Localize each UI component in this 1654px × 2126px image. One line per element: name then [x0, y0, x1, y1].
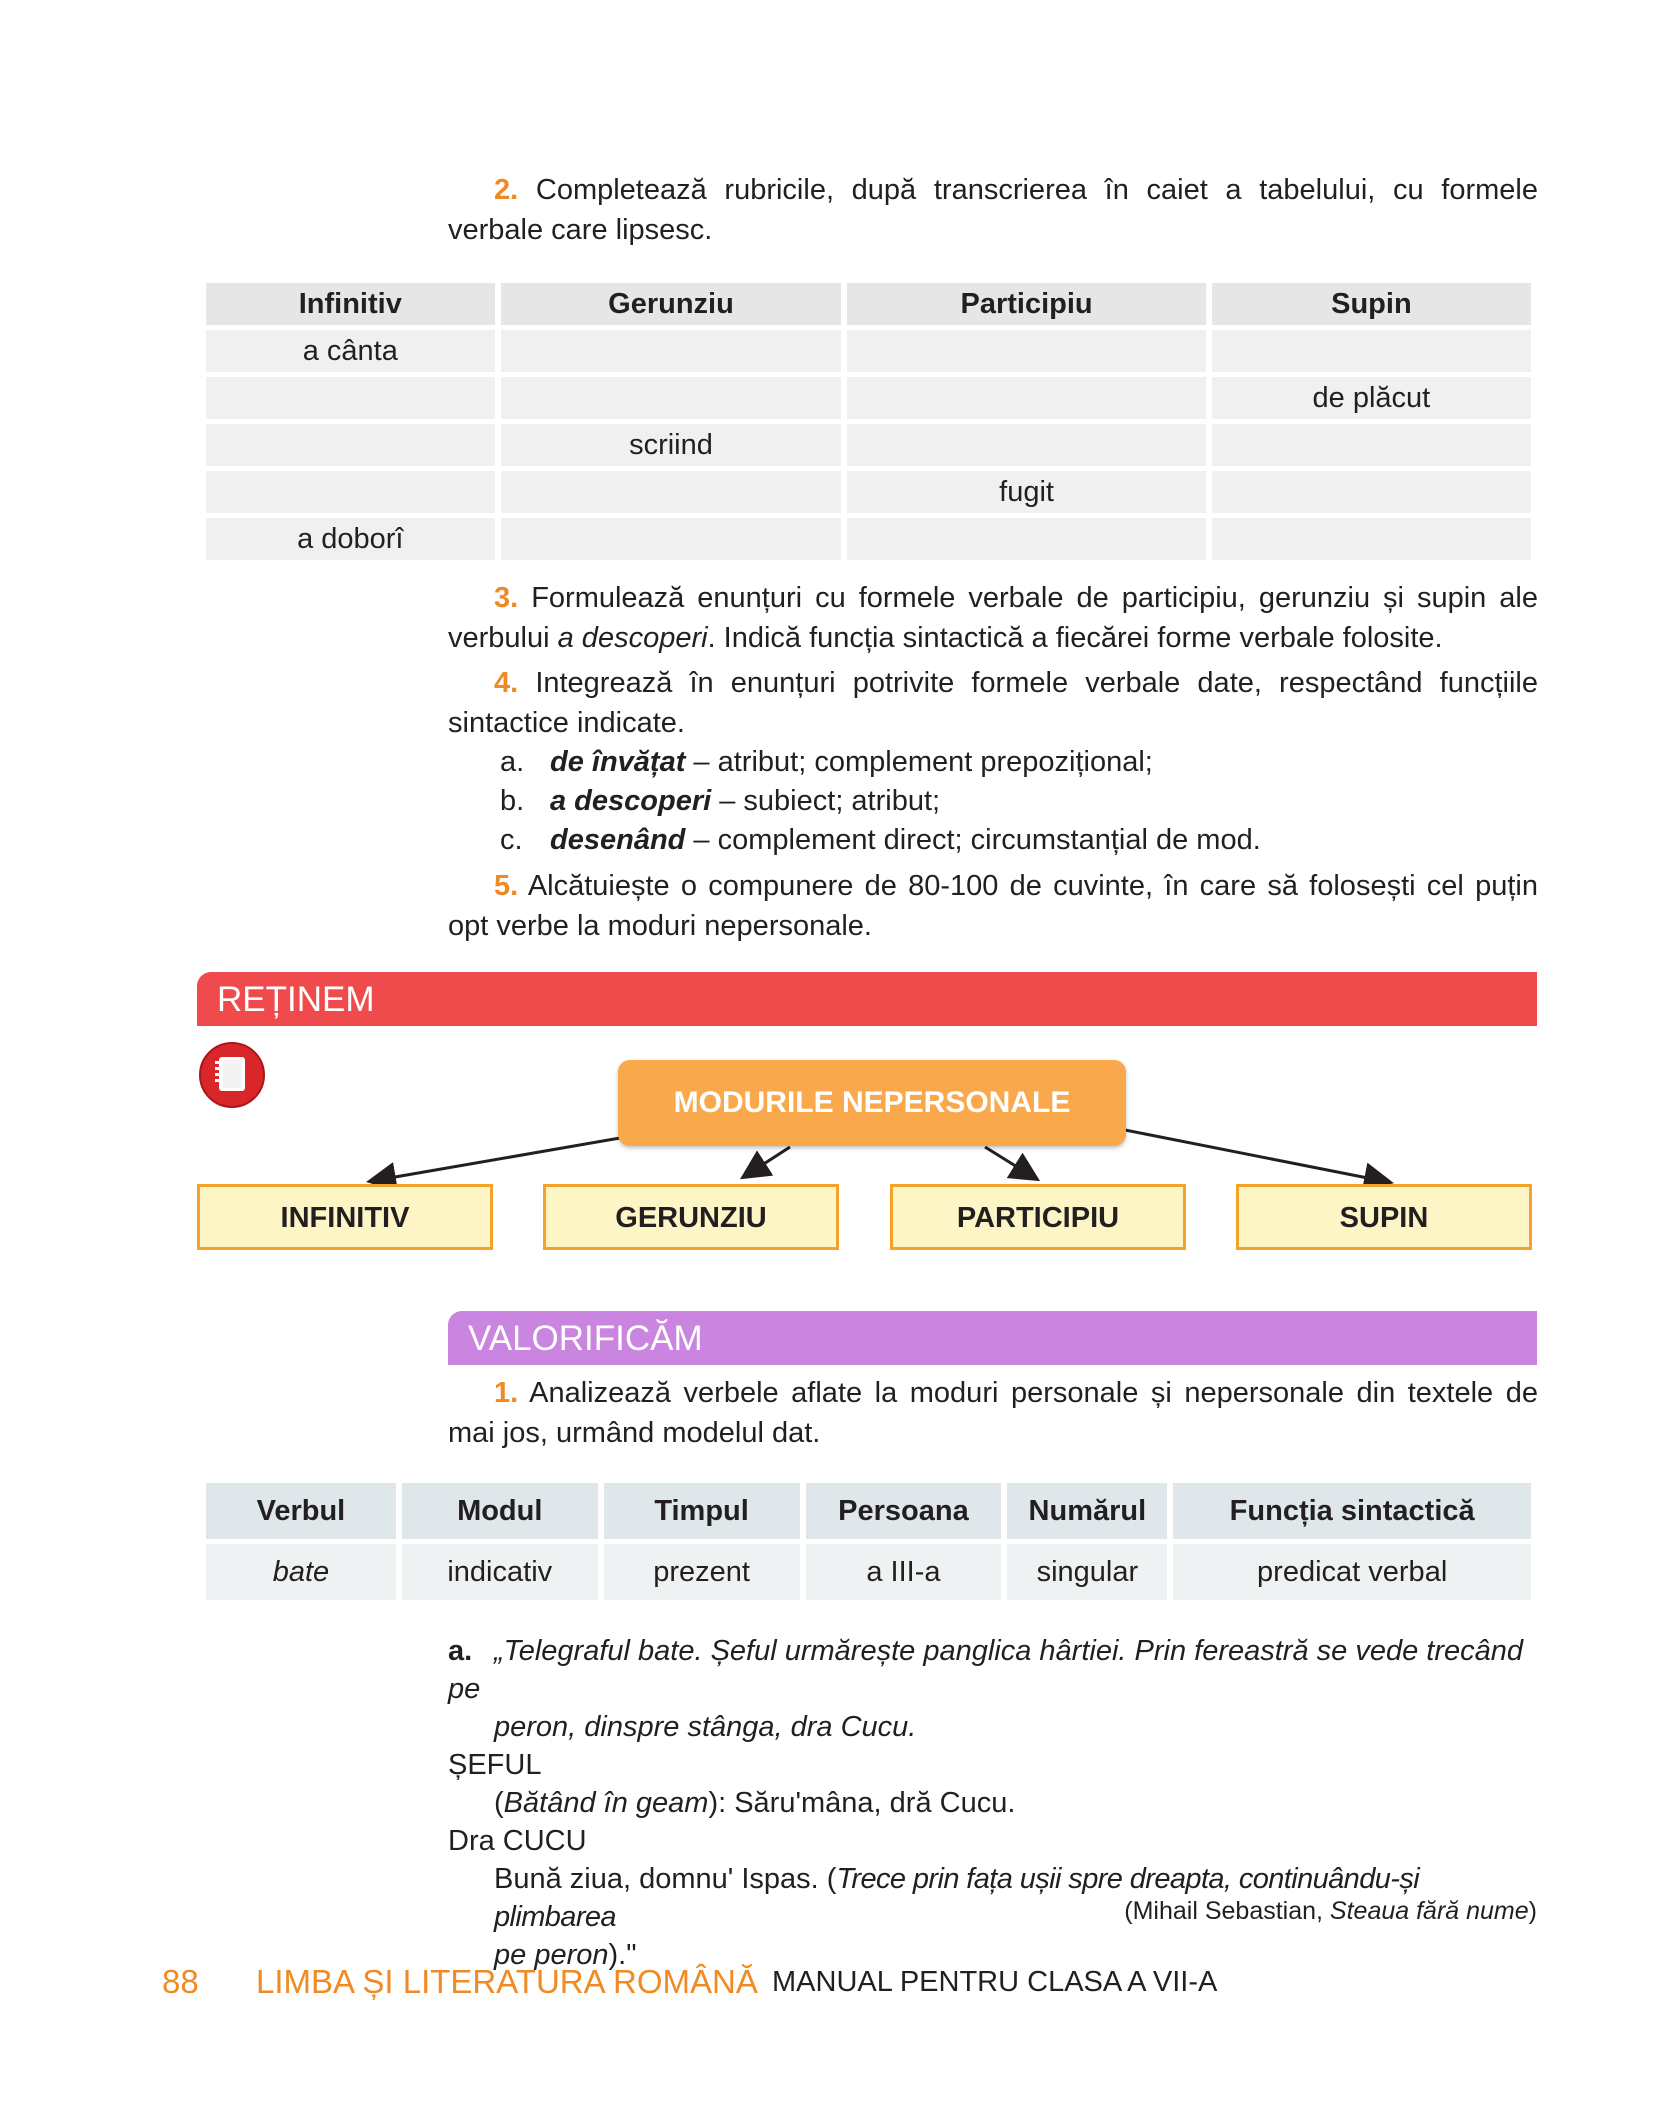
item-rest: – complement direct; circumstanțial de mod. — [685, 824, 1261, 856]
valorificam-exercise-1 — [448, 1373, 1538, 1453]
exercise-text-italic: a descoperi — [557, 622, 708, 654]
table-cell: a cânta — [206, 330, 495, 372]
item-rest: – atribut; complement prepozițional; — [685, 746, 1153, 778]
excerpt-line: peron, dinspre stânga, dra Cucu. — [494, 1711, 917, 1743]
table-cell: scriind — [501, 424, 842, 466]
speaker-name: ȘEFUL — [448, 1749, 542, 1781]
footer-subject: LIMBA ȘI LITERATURA ROMÂNĂ — [256, 1963, 758, 2000]
header-cell: Gerunziu — [501, 283, 842, 325]
header-cell: Supin — [1212, 283, 1531, 325]
excerpt-letter: a. — [448, 1635, 473, 1667]
diagram-box-supin: SUPIN — [1236, 1184, 1532, 1250]
item-letter: b. — [500, 785, 525, 817]
header-cell: Modul — [402, 1483, 598, 1539]
item-letter: c. — [500, 824, 523, 856]
exercise-number: 2. — [494, 174, 519, 206]
diagram-box-gerunziu: GERUNZIU — [543, 1184, 839, 1250]
item-verb: desenând — [550, 824, 686, 856]
header-cell: Persoana — [806, 1483, 1002, 1539]
source-text: ) — [1528, 1897, 1537, 1925]
table-cell: a III-a — [806, 1544, 1002, 1600]
table-cell: singular — [1007, 1544, 1167, 1600]
table-cell: fugit — [847, 471, 1205, 513]
exercise-number: 5. — [494, 870, 519, 902]
banner-title: VALORIFICĂM — [468, 1319, 703, 1358]
valorificam-banner — [448, 1311, 1537, 1365]
exercise-text: . Indică funcția sintactică a fiecărei forme verbale folosite. — [707, 622, 1443, 654]
source-text: (Mihail Sebastian, — [1124, 1897, 1330, 1925]
stage-direction: pe peron — [494, 1939, 609, 1971]
table-cell: predicat verbal — [1173, 1544, 1531, 1600]
source-citation — [1124, 1895, 1537, 1927]
item-verb: de învățat — [550, 746, 686, 778]
header-cell: Verbul — [206, 1483, 396, 1539]
paren: ( — [494, 1787, 504, 1819]
diagram-root-box — [618, 1060, 1126, 1146]
header-cell: Participiu — [847, 283, 1205, 325]
header-cell: Timpul — [604, 1483, 800, 1539]
exercise-text: Alcătuiește o compunere de 80-100 de cuvinte, în care să folosești cel puțin opt verbe la moduri nepersonale. — [448, 870, 1538, 942]
page-number: 88 — [162, 1963, 199, 2000]
stage-direction: Trece prin fața ușii spre dreapta, continuându-și plimbarea — [494, 1863, 1420, 1933]
speaker-name: Dra CUCU — [448, 1825, 587, 1857]
item-rest: – subiect; atribut; — [711, 785, 941, 817]
excerpt-line — [448, 1632, 1538, 1708]
exercise-number: 1. — [494, 1377, 519, 1409]
table-cell: prezent — [604, 1544, 800, 1600]
dialogue: )." — [608, 1939, 637, 1971]
stage-direction: Bătând în geam — [503, 1787, 709, 1819]
table-row — [206, 1544, 1531, 1600]
excerpt-line — [448, 1784, 1538, 1822]
banner-title: REȚINEM — [217, 980, 375, 1019]
header-cell: Funcția sintactică — [1173, 1483, 1531, 1539]
exercise-text: Formulează enunțuri cu formele verbale de participiu, gerunziu și supin ale verbului — [448, 582, 1539, 654]
exercise-text: Integrează în enunțuri potrivite formele verbale date, respectând funcțiile sintactice indicate. — [448, 667, 1538, 739]
exercise-number: 4. — [494, 667, 519, 699]
header-cell: Numărul — [1007, 1483, 1167, 1539]
source-title: Steaua fără nume — [1329, 1897, 1529, 1925]
exercise-text: Analizează verbele aflate la moduri personale și nepersonale din textele de mai jos, urmând modelul dat. — [448, 1377, 1538, 1449]
excerpt-text: „Telegraful bate. Șeful urmărește panglica hârtiei. Prin fereastră se vede trecând pe — [448, 1635, 1523, 1705]
dialogue: Bună ziua, domnu' Ispas. ( — [494, 1863, 837, 1895]
table-cell: a doborî — [206, 518, 495, 560]
diagram-box-participiu: PARTICIPIU — [890, 1184, 1186, 1250]
analysis-model-table — [200, 1478, 1537, 1605]
table-cell: de plăcut — [1212, 377, 1531, 419]
table-cell: indicativ — [402, 1544, 598, 1600]
footer-manual: MANUAL PENTRU CLASA A VII-A — [772, 1966, 1218, 1998]
exercise-text: Completează rubricile, după transcrierea în caiet a tabelului, cu formele verbale care lipsesc. — [448, 174, 1538, 246]
diagram-root-label: MODURILE NEPERSONALE — [673, 1086, 1071, 1119]
dialogue: ): Săru'mâna, dră Cucu. — [708, 1787, 1016, 1819]
table-header-row — [206, 1483, 1531, 1539]
item-verb: a descoperi — [550, 785, 712, 817]
table-cell: bate — [206, 1544, 396, 1600]
diagram-box-infinitiv: INFINITIV — [197, 1184, 493, 1250]
header-cell: Infinitiv — [206, 283, 495, 325]
item-letter: a. — [500, 746, 525, 778]
exercise-number: 3. — [494, 582, 519, 614]
